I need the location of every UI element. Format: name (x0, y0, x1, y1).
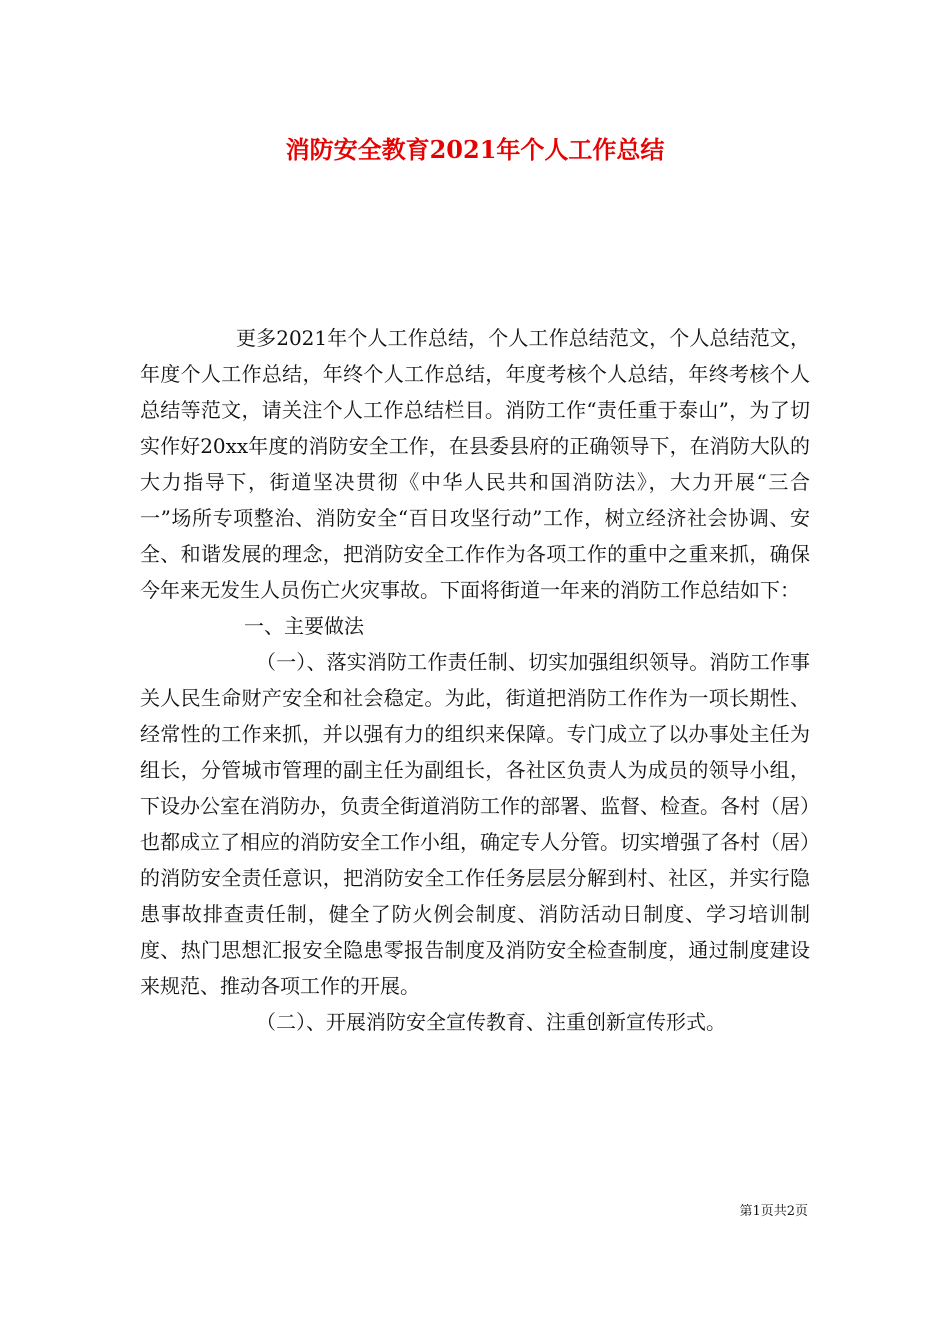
page-number: 第1页共2页 (739, 1204, 808, 1219)
document-body (140, 320, 810, 1040)
intro-paragraph: 更多2021年个人工作总结，个人工作总结范文，个人总结范文，年度个人工作总结，年终个人工作总结，年度考核个人总结，年终考核个人总结等范文，请关注个人工作总结栏目。消防工作“责任重于泰山”，为了切实作好20xx年度的消防安全工作，在县委县府的正确领导下，在消防大队的大力指导下，街道坚决贯彻《中华人民共和国消防法》，大力开展“三合一”场所专项整治、消防安全“百日攻坚行动”工作，树立经济社会协调、安全、和谐发展的理念，把消防安全工作作为各项工作的重中之重来抓，确保今年来无发生人员伤亡火灾事故。下面将街道一年来的消防工作总结如下： (140, 326, 810, 602)
subsection-heading-2: （二）、开展消防安全宣传教育、注重创新宣传形式。 (256, 1010, 726, 1034)
subsection-paragraph-1: （一）、落实消防工作责任制、切实加强组织领导。消防工作事关人民生命财产安全和社会稳定。为此，街道把消防工作作为一项长期性、经常性的工作来抓，并以强有力的组织来保障。专门成立了以办事处主任为组长，分管城市管理的副主任为副组长，各社区负责人为成员的领导小组，下设办公室在消防办，负责全街道消防工作的部署、监督、检查。各村（居）也都成立了相应的消防安全工作小组，确定专人分管。切实增强了各村（居）的消防安全责任意识，把消防安全工作任务层层分解到村、社区，并实行隐患事故排查责任制，健全了防火例会制度、消防活动日制度、学习培训制度、热门思想汇报安全隐患零报告制度及消防安全检查制度，通过制度建设来规范、推动各项工作的开展。 (140, 650, 810, 998)
section-heading: 一、主要做法 (244, 614, 364, 638)
document-title: 消防安全教育2021年个人工作总结 (285, 135, 665, 164)
